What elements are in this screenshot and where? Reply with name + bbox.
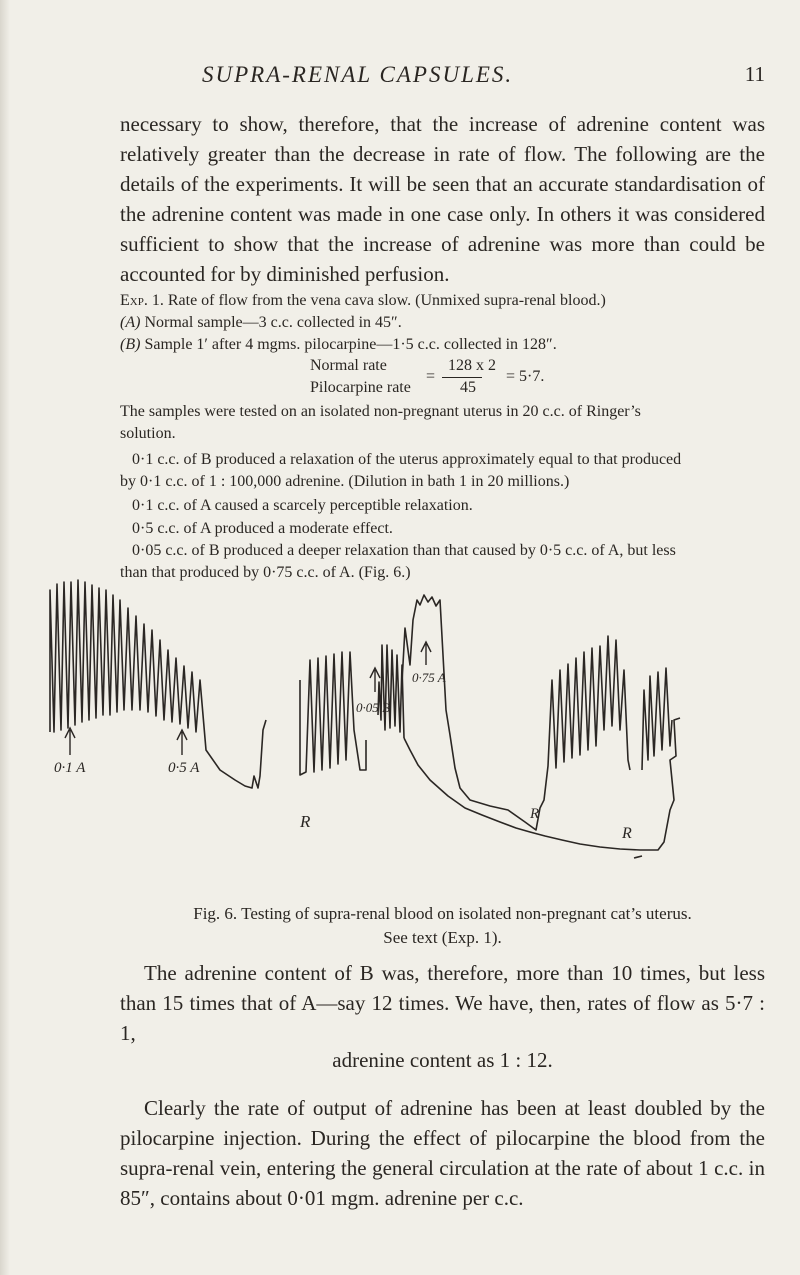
uterus-tracing-figure bbox=[30, 560, 770, 900]
ringer-label-1: R bbox=[300, 812, 311, 831]
equation-denominator-label: Pilocarpine rate bbox=[310, 379, 411, 396]
equation-equals-sign: = bbox=[426, 368, 436, 385]
page-header bbox=[120, 56, 765, 92]
figure-caption bbox=[120, 902, 765, 950]
exp-line-1: The samples were tested on an isolated non-pregnant uterus in 20 c.c. of Ringer’s bbox=[120, 403, 641, 420]
exp-line-6: 0·5 c.c. of A produced a moderate effect. bbox=[132, 520, 393, 537]
dose-label-3: 0·05 B bbox=[356, 700, 390, 715]
exp-line-3: 0·1 c.c. of B produced a relaxation of the uterus approximately equal to that produced bbox=[132, 451, 682, 468]
tracing-baseline-mark bbox=[634, 856, 642, 858]
experiment-block bbox=[120, 290, 765, 581]
rate-equation bbox=[310, 357, 570, 403]
dose-label-4: 0·75 A bbox=[412, 670, 446, 685]
dose-label-2: 0·5 A bbox=[168, 760, 200, 776]
sample-a-label: (A) bbox=[120, 314, 141, 331]
tracing-segment-5 bbox=[402, 595, 630, 830]
equation-numerator: 128 x 2 bbox=[448, 357, 496, 374]
exp-line-8: than that produced by 0·75 c.c. of A. (Fig. 6.) bbox=[120, 564, 411, 581]
exp-line-7: 0·05 c.c. of B produced a deeper relaxation than that caused by 0·5 c.c. of A, but less bbox=[132, 542, 676, 559]
equation-result: = 5·7. bbox=[506, 368, 545, 385]
sample-a-text: Normal sample—3 c.c. collected in 45″. bbox=[144, 314, 402, 331]
final-paragraph: Clearly the rate of output of adrenine has been at least doubled by the pilocarpine injection. During the effect of pilocarpine the blood from the supra-renal vein, entering the general circulation at the rate of about 1 c.c. in 85″, contains about 0·01 mgm. adrenine per c.c. bbox=[120, 1096, 765, 1210]
figure-caption-line-1: Fig. 6. Testing of supra-renal blood on isolated non-pregnant cat’s uterus. bbox=[193, 904, 692, 923]
adrenine-ratio-text: adrenine content as 1 : 12. bbox=[332, 1048, 553, 1072]
tracing-segment-4 bbox=[404, 718, 680, 850]
exp-line-2: solution. bbox=[120, 425, 176, 442]
ringer-label-2: R bbox=[530, 806, 540, 822]
conclusion-paragraph: The adrenine content of B was, therefore, more than 10 times, but less than 15 times that of A—say 12 times. We have, then, rates of flow as 5·7 : 1, bbox=[120, 961, 765, 1045]
sample-a-line bbox=[120, 312, 402, 334]
page-number: 11 bbox=[744, 62, 765, 86]
dose-label-1: 0·1 A bbox=[54, 760, 86, 776]
dose-arrow-4 bbox=[421, 642, 431, 665]
tracing-segment-3 bbox=[378, 645, 404, 738]
figure-caption-line-2: See text (Exp. 1). bbox=[383, 928, 502, 947]
ringer-label-3: R bbox=[622, 825, 632, 842]
running-head: SUPRA-RENAL CAPSULES. bbox=[202, 62, 514, 87]
exp-line-5: 0·1 c.c. of A caused a scarcely perceptible relaxation. bbox=[132, 497, 473, 514]
tracing-segment-6 bbox=[642, 668, 672, 770]
intro-paragraph: necessary to show, therefore, that the increase of adrenine content was relatively greater than the decrease in rate of flow. The following are the details of the experiments. It will be seen that an accurate standardisation of the adrenine content was made in one case only. In others it was considered sufficient to show that the increase of adrenine was more than could be accounted for by diminished perfusion. bbox=[120, 112, 765, 286]
sample-b-label: (B) bbox=[120, 336, 141, 353]
tracing-segment-1 bbox=[50, 580, 266, 788]
dose-arrow-1 bbox=[65, 728, 75, 755]
experiment-title-text: 1. Rate of flow from the vena cava slow. (Unmixed supra-renal blood.) bbox=[151, 292, 606, 309]
ratio-line bbox=[120, 1045, 765, 1075]
experiment-title bbox=[120, 290, 606, 312]
dose-arrow-2 bbox=[177, 730, 187, 755]
experiment-label: Exp. bbox=[120, 292, 148, 309]
sample-b-line bbox=[120, 334, 557, 356]
sample-b-text: Sample 1′ after 4 mgms. pilocarpine—1·5 c.c. collected in 128″. bbox=[144, 336, 557, 353]
page-gutter-shadow bbox=[0, 0, 10, 1275]
exp-line-4: by 0·1 c.c. of 1 : 100,000 adrenine. (Dilution in bath 1 in 20 millions.) bbox=[120, 473, 570, 490]
fraction-bar bbox=[442, 377, 482, 378]
equation-numerator-label: Normal rate bbox=[310, 357, 387, 374]
equation-denominator: 45 bbox=[460, 379, 476, 396]
